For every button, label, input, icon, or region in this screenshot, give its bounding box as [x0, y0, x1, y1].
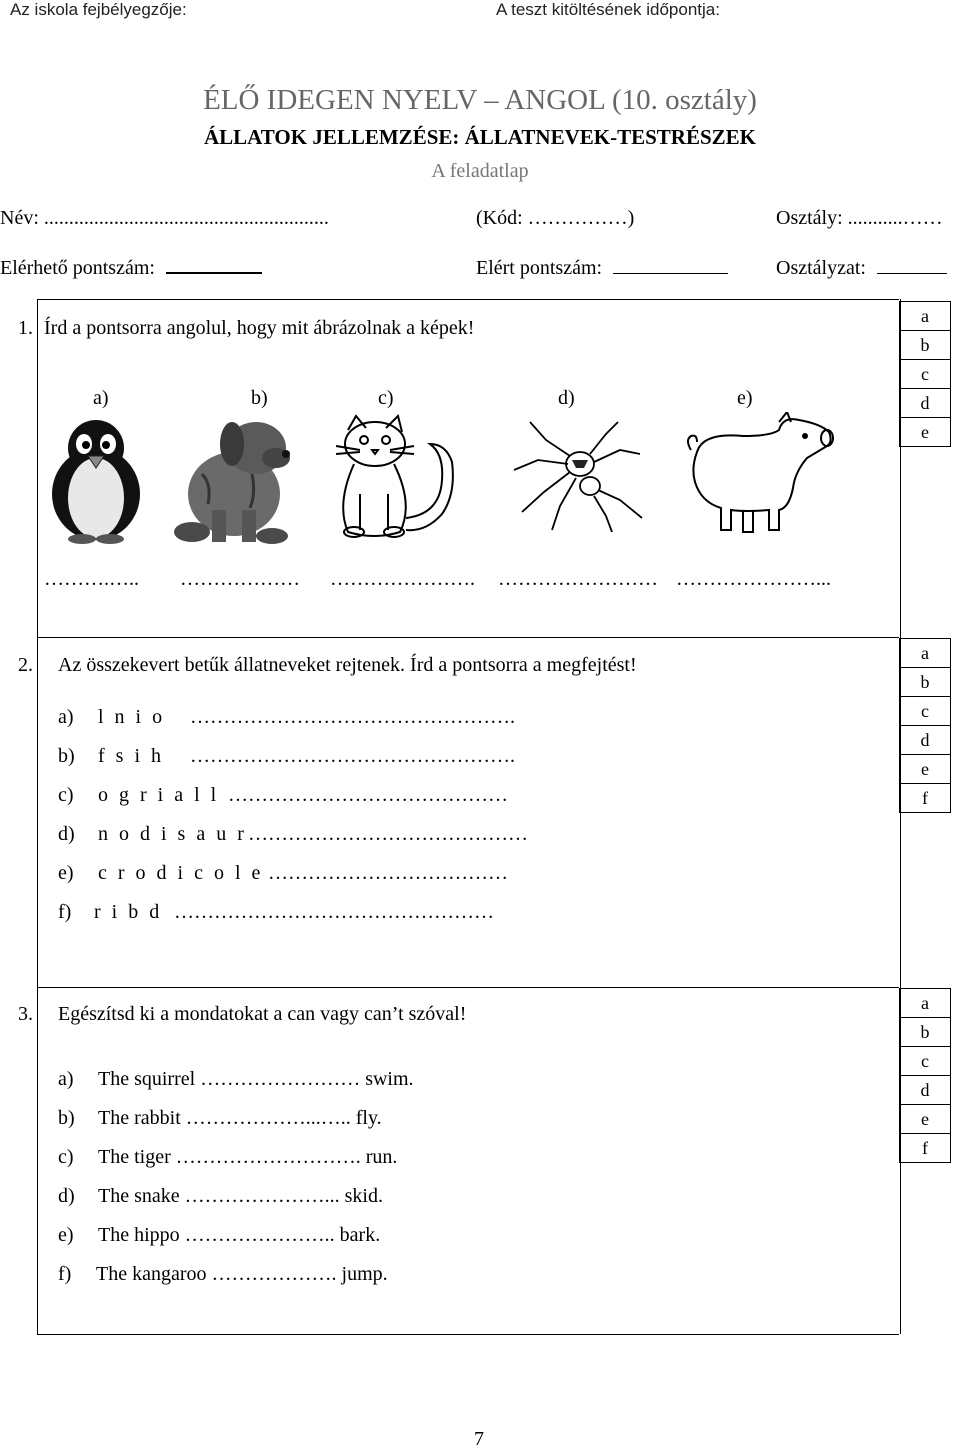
scrambled-letters: r i b d	[94, 901, 163, 923]
task3-score-a[interactable]: a	[899, 988, 951, 1017]
sentence-subject: The snake	[98, 1185, 180, 1207]
dog-picture	[172, 414, 298, 546]
answer-blank[interactable]: ……………………….	[175, 1146, 361, 1168]
task2-instruction: Az összekevert betűk állatneveket rejtenek. Írd a pontsorra a megfejtést!	[58, 654, 637, 676]
task3-item-a	[58, 1068, 414, 1091]
scrambled-letters: o g r i a l l	[98, 784, 220, 806]
task1-answer-e[interactable]: …………………...	[676, 568, 831, 590]
task2-score-d[interactable]: d	[899, 725, 951, 754]
sheet-label: A feladatlap	[431, 160, 529, 182]
sentence-subject: The rabbit	[98, 1107, 181, 1129]
sentence-verb: jump.	[341, 1263, 388, 1285]
item-label: a)	[58, 1068, 74, 1090]
task3-score-d[interactable]: d	[899, 1075, 951, 1104]
task1-score-d[interactable]: d	[899, 388, 951, 417]
task2-number: 2.	[18, 654, 33, 676]
item-label: d)	[58, 1185, 75, 1207]
task2-score-table	[899, 638, 951, 813]
sentence-verb: run.	[365, 1146, 398, 1168]
scrambled-letters: l n i o	[98, 706, 166, 728]
task3-item-e	[58, 1224, 380, 1247]
task2-score-c[interactable]: c	[899, 696, 951, 725]
task3-item-f	[58, 1263, 388, 1286]
task3-score-table	[899, 988, 951, 1163]
item-label: c)	[58, 784, 74, 806]
task2-score-b[interactable]: b	[899, 667, 951, 696]
scrambled-letters: c r o d i c o l e	[98, 862, 264, 884]
sentence-subject: The hippo	[98, 1224, 180, 1246]
page-subtitle: ÁLLATOK JELLEMZÉSE: ÁLLATNEVEK-TESTRÉSZEK	[204, 125, 756, 149]
task1-number: 1.	[18, 317, 33, 339]
sentence-subject: The squirrel	[98, 1068, 196, 1090]
task2-score-a[interactable]: a	[899, 638, 951, 667]
grade-label: Osztályzat:	[776, 257, 866, 279]
task3-score-b[interactable]: b	[899, 1017, 951, 1046]
task1-score-c[interactable]: c	[899, 359, 951, 388]
spider-picture	[510, 420, 646, 532]
item-label: f)	[58, 1263, 72, 1285]
task3-score-e[interactable]: e	[899, 1104, 951, 1133]
grade-line[interactable]	[877, 272, 947, 274]
task1-answer-d[interactable]: ……………………	[498, 568, 658, 590]
task3-item-d	[58, 1185, 383, 1208]
task3-bottom-border	[37, 1334, 899, 1335]
max-points-line[interactable]	[166, 271, 262, 274]
task2-item-b	[58, 745, 515, 768]
cat-picture	[330, 414, 460, 544]
item-label: c)	[58, 1146, 74, 1168]
answer-blank[interactable]: …………………..	[184, 1224, 335, 1246]
sentence-verb: skid.	[344, 1185, 383, 1207]
task3-item-c	[58, 1146, 397, 1169]
task3-number: 3.	[18, 1003, 33, 1025]
task3-instruction: Egészítsd ki a mondatokat a can vagy can’t szóval!	[58, 1003, 467, 1025]
points-field	[476, 257, 728, 280]
task1-answer-b[interactable]: ………………	[180, 568, 300, 590]
points-line[interactable]	[613, 272, 728, 274]
answer-blank[interactable]: …………………...	[184, 1185, 340, 1207]
task2-item-c	[58, 784, 508, 807]
task1-score-e[interactable]: e	[899, 417, 951, 447]
task1-label-a: a)	[93, 387, 109, 409]
answer-blank[interactable]: ………………………………………….	[190, 745, 515, 767]
task1-score-b[interactable]: b	[899, 330, 951, 359]
task2-score-e[interactable]: e	[899, 754, 951, 783]
task1-score-table	[899, 301, 951, 447]
task2-box	[37, 637, 901, 987]
test-date-label: A teszt kitöltésének időpontja:	[496, 0, 720, 19]
task3-score-c[interactable]: c	[899, 1046, 951, 1075]
answer-blank[interactable]: ………………………………………….	[190, 706, 515, 728]
task2-item-d	[58, 823, 528, 846]
item-label: b)	[58, 1107, 75, 1129]
item-label: e)	[58, 1224, 74, 1246]
sentence-subject: The kangaroo	[96, 1263, 207, 1285]
sentence-verb: bark.	[339, 1224, 381, 1246]
school-stamp-label: Az iskola fejbélyegzője:	[10, 0, 187, 19]
task2-score-f[interactable]: f	[899, 783, 951, 813]
item-label: a)	[58, 706, 74, 728]
grade-field	[776, 257, 947, 280]
name-field[interactable]: Név: .........................................................	[0, 207, 329, 229]
task1-score-a[interactable]: a	[899, 301, 951, 330]
points-label: Elért pontszám:	[476, 257, 603, 279]
max-points-field	[0, 257, 262, 280]
pig-picture	[683, 412, 835, 540]
answer-blank[interactable]: ……………………	[200, 1068, 361, 1090]
answer-blank[interactable]: ………………...…..	[185, 1107, 351, 1129]
task2-item-f	[58, 901, 494, 924]
answer-blank[interactable]: ………………………………	[268, 862, 508, 884]
sentence-verb: fly.	[355, 1107, 382, 1129]
task2-item-a	[58, 706, 515, 729]
page-number: 7	[474, 1428, 484, 1450]
answer-blank[interactable]: ……………………………………	[248, 823, 528, 845]
task1-answer-a[interactable]: ……….…..	[44, 568, 139, 590]
answer-blank[interactable]: ……………………………………	[228, 784, 508, 806]
sentence-verb: swim.	[365, 1068, 414, 1090]
task2-item-e	[58, 862, 508, 885]
task1-label-d: d)	[558, 387, 575, 409]
task1-label-b: b)	[251, 387, 268, 409]
item-label: d)	[58, 823, 75, 845]
item-label: f)	[58, 901, 72, 923]
task3-score-f[interactable]: f	[899, 1133, 951, 1163]
class-field[interactable]: Osztály: ...........……	[776, 207, 943, 229]
sentence-subject: The tiger	[98, 1146, 171, 1168]
item-label: b)	[58, 745, 75, 767]
answer-blank[interactable]: …………………………………………	[174, 901, 494, 923]
penguin-picture	[44, 418, 148, 544]
answer-blank[interactable]: ……………….	[211, 1263, 337, 1285]
page-title: ÉLŐ IDEGEN NYELV – ANGOL (10. osztály)	[203, 84, 757, 116]
task3-item-b	[58, 1107, 382, 1130]
task1-label-e: e)	[737, 387, 753, 409]
scrambled-letters: n o d i s a u r	[98, 823, 247, 845]
task1-label-c: c)	[378, 387, 394, 409]
task1-answer-c[interactable]: ………………….	[330, 568, 475, 590]
task1-instruction: Írd a pontsorra angolul, hogy mit ábrázolnak a képek!	[44, 317, 475, 339]
scrambled-letters: f s i h	[98, 745, 164, 767]
item-label: e)	[58, 862, 74, 884]
code-field[interactable]: (Kód: ……………)	[476, 207, 635, 229]
max-points-label: Elérhető pontszám:	[0, 257, 155, 279]
